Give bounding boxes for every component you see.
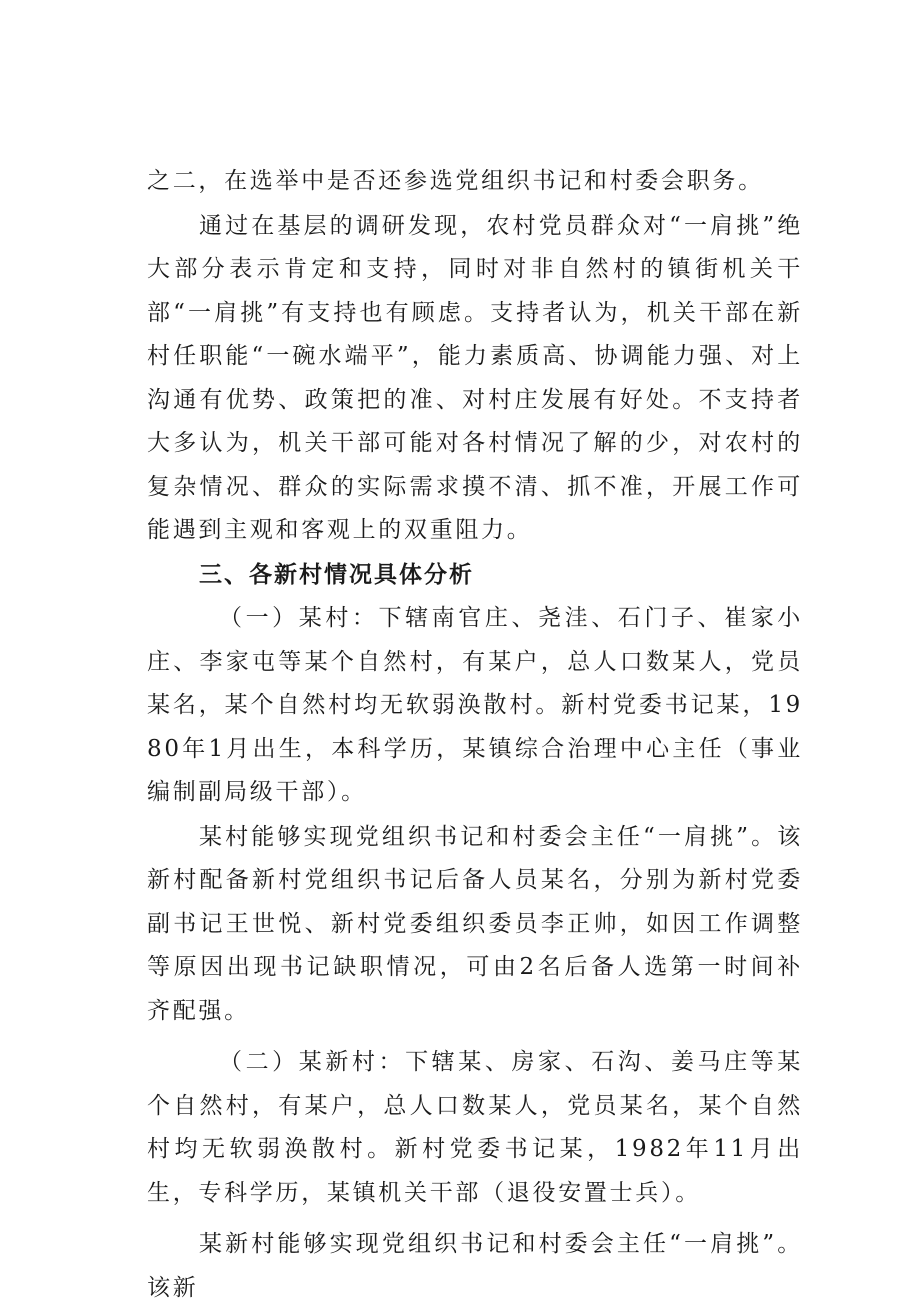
paragraph-survey-findings: 通过在基层的调研发现，农村党员群众对“一肩挑”绝大部分表示肯定和支持，同时对非自然村的镇街机关干部“一肩挑”有支持也有顾虑。支持者认为，机关干部在新村任职能“一碗水端平”，能力素质高、协调能力强、对上沟通有优势、政策把的准、对村庄发展有好处。不支持者大多认为，机关干部可能对各村情况了解的少，对农村的复杂情况、群众的实际需求摸不清、抓不准，开展工作可能遇到主观和客观上的双重阻力。 [147, 212, 803, 543]
section-heading: 三、各新村情况具体分析 [199, 561, 474, 588]
paragraph-continuation: 之二，在选举中是否还参选党组织书记和村委会职务。 [147, 168, 764, 194]
paragraph-village-one: （一）某村：下辖南官庄、尧洼、石门子、崔家小庄、李家屯等某个自然村，有某户，总人口数某人，党员某名，某个自然村均无软弱涣散村。新村党委书记某，1980年1月出生，本科学历，某镇综合治理中心主任（事业编制副局级干部）。 [147, 605, 803, 805]
paragraph-village-two-analysis: 某新村能够实现党组织书记和村委会主任“一肩挑”。该新 [147, 1231, 803, 1301]
paragraph-village-two: （二）某新村：下辖某、房家、石沟、姜马庄等某个自然村，有某户，总人口数某人，党员某名，某个自然村均无软弱涣散村。新村党委书记某，1982年11月出生，专科学历，某镇机关干部（退役安置士兵）。 [147, 1049, 803, 1206]
paragraph-village-one-analysis: 某村能够实现党组织书记和村委会主任“一肩挑”。该新村配备新村党组织书记后备人员某名，分别为新村党委副书记王世悦、新村党委组织委员李正帅，如因工作调整等原因出现书记缺职情况，可由2名后备人选第一时间补齐配强。 [147, 823, 803, 1024]
document-body [147, 160, 803, 1310]
